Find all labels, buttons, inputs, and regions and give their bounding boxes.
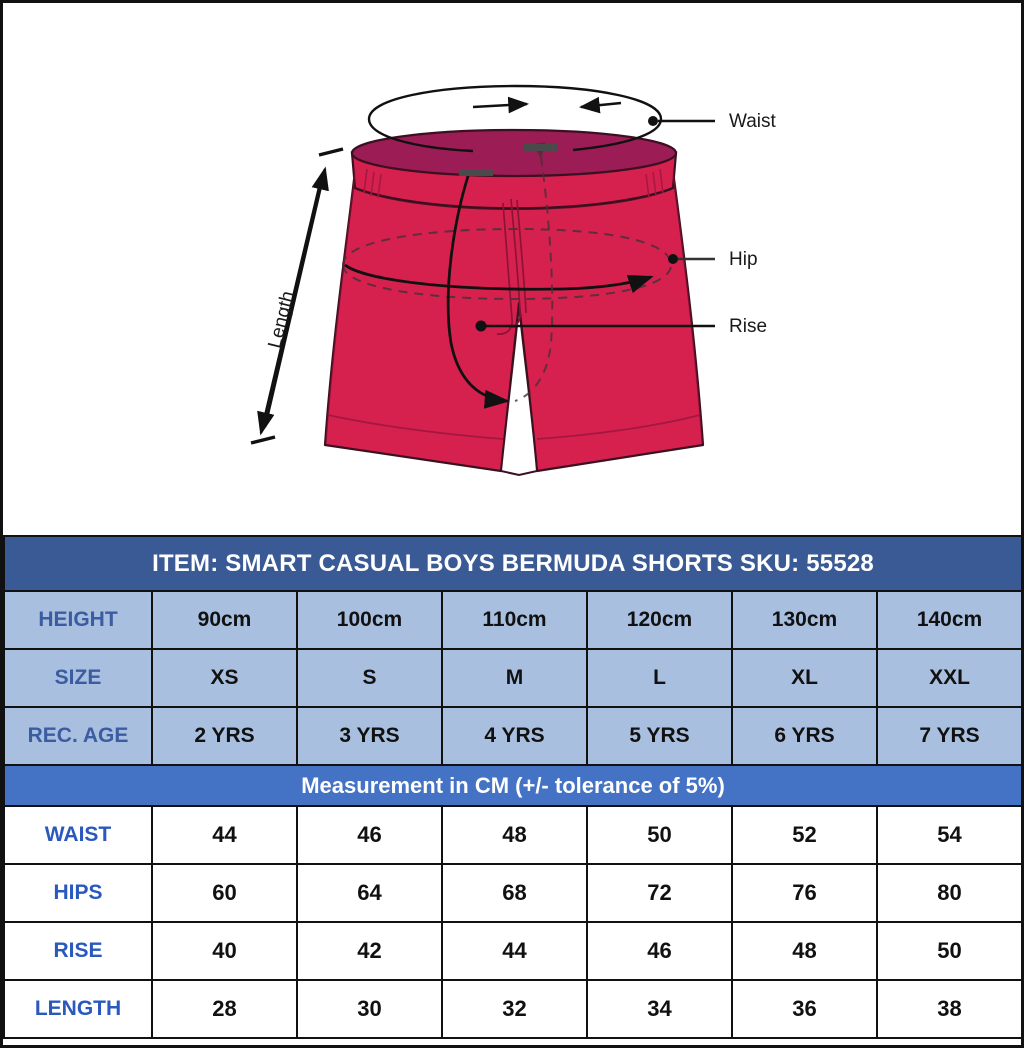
cell-waist-l: 50 <box>587 806 732 864</box>
rise-callout-dot <box>476 321 487 332</box>
cell-size-xxl: XXL <box>877 649 1022 707</box>
table-row <box>4 980 1022 1038</box>
cell-age-xs: 2 YRS <box>152 707 297 765</box>
cell-rise-l: 46 <box>587 922 732 980</box>
table-row <box>4 591 1022 649</box>
length-label: Length <box>264 288 299 351</box>
hip-callout-dot <box>668 254 678 264</box>
cell-waist-xxl: 54 <box>877 806 1022 864</box>
row-label-hips: HIPS <box>4 864 152 922</box>
cell-age-xl: 6 YRS <box>732 707 877 765</box>
cell-hips-xl: 76 <box>732 864 877 922</box>
cell-size-l: L <box>587 649 732 707</box>
cell-waist-m: 48 <box>442 806 587 864</box>
hip-label: Hip <box>729 249 758 270</box>
cell-hips-s: 64 <box>297 864 442 922</box>
table-row <box>4 649 1022 707</box>
shorts-garment <box>325 130 703 475</box>
cell-length-xxl: 38 <box>877 980 1022 1038</box>
measurement-note: Measurement in CM (+/- tolerance of 5%) <box>4 765 1022 806</box>
cell-height-m: 110cm <box>442 591 587 649</box>
cell-waist-xs: 44 <box>152 806 297 864</box>
cell-height-xl: 130cm <box>732 591 877 649</box>
cell-age-xxl: 7 YRS <box>877 707 1022 765</box>
row-label-waist: WAIST <box>4 806 152 864</box>
row-label-height: HEIGHT <box>4 591 152 649</box>
cell-height-l: 120cm <box>587 591 732 649</box>
cell-waist-s: 46 <box>297 806 442 864</box>
table-row <box>4 922 1022 980</box>
cell-height-xs: 90cm <box>152 591 297 649</box>
cell-hips-xxl: 80 <box>877 864 1022 922</box>
table-row-measurement-note <box>4 765 1022 806</box>
row-label-size: SIZE <box>4 649 152 707</box>
shorts-illustration-panel <box>3 3 1021 535</box>
row-label-rec-age: REC. AGE <box>4 707 152 765</box>
cell-hips-l: 72 <box>587 864 732 922</box>
cell-age-l: 5 YRS <box>587 707 732 765</box>
table-row <box>4 707 1022 765</box>
cell-size-xl: XL <box>732 649 877 707</box>
table-row <box>4 864 1022 922</box>
cell-length-xl: 36 <box>732 980 877 1038</box>
row-label-length: LENGTH <box>4 980 152 1038</box>
cell-height-s: 100cm <box>297 591 442 649</box>
cell-size-xs: XS <box>152 649 297 707</box>
cell-height-xxl: 140cm <box>877 591 1022 649</box>
waist-callout <box>648 111 777 132</box>
shorts-technical-drawing <box>3 3 1021 535</box>
cell-length-xs: 28 <box>152 980 297 1038</box>
table-row-title <box>4 536 1022 591</box>
cell-rise-s: 42 <box>297 922 442 980</box>
shorts-waistband-opening <box>352 130 676 176</box>
cell-length-l: 34 <box>587 980 732 1038</box>
item-title: ITEM: SMART CASUAL BOYS BERMUDA SHORTS SKU: 55528 <box>4 536 1022 591</box>
cell-rise-m: 44 <box>442 922 587 980</box>
cell-rise-xxl: 50 <box>877 922 1022 980</box>
cell-hips-m: 68 <box>442 864 587 922</box>
cell-rise-xl: 48 <box>732 922 877 980</box>
cell-age-s: 3 YRS <box>297 707 442 765</box>
cell-length-m: 32 <box>442 980 587 1038</box>
size-chart-table <box>3 535 1023 1039</box>
cell-rise-xs: 40 <box>152 922 297 980</box>
cell-size-m: M <box>442 649 587 707</box>
row-label-rise: RISE <box>4 922 152 980</box>
cell-size-s: S <box>297 649 442 707</box>
cell-hips-xs: 60 <box>152 864 297 922</box>
cell-length-s: 30 <box>297 980 442 1038</box>
cell-waist-xl: 52 <box>732 806 877 864</box>
waist-label: Waist <box>729 111 776 132</box>
waist-callout-dot <box>648 116 658 126</box>
cell-age-m: 4 YRS <box>442 707 587 765</box>
rise-label: Rise <box>729 316 768 337</box>
table-row <box>4 806 1022 864</box>
